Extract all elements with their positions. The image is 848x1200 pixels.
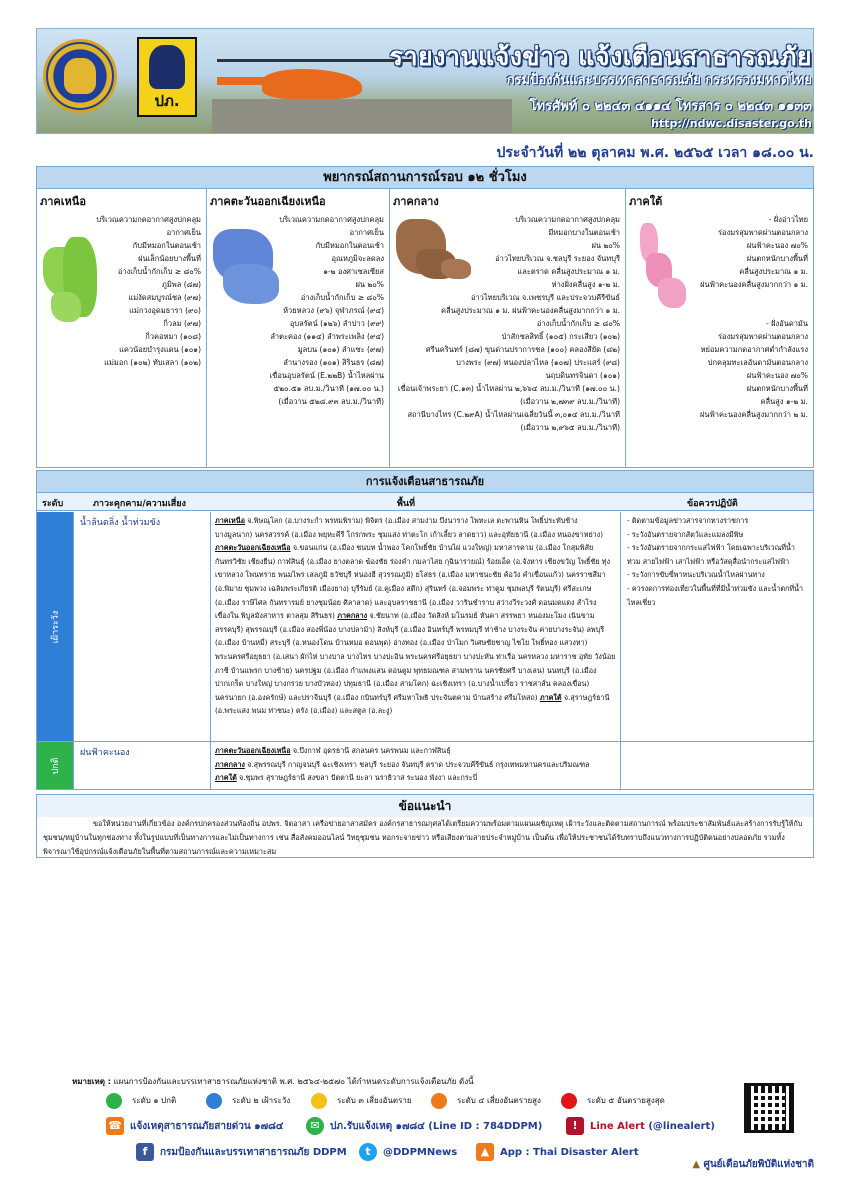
website-url[interactable]: http://ndwc.disaster.go.th [651, 117, 812, 130]
hazard-text: ฝนฟ้าคะนอง [73, 742, 211, 789]
phone-icon: ☎ [106, 1117, 124, 1135]
orange-dot-icon [431, 1093, 447, 1109]
warning-table-header [37, 493, 813, 511]
header-hazard: ภาวะคุกคาม/ความเสี่ยง [93, 499, 186, 509]
advice-title: ข้อแนะนำ [37, 795, 813, 817]
line-contact[interactable]: ✉ ปภ.รับแจ้งเหตุ ๑๗๘๔ (Line ID : 784DDPM) [306, 1117, 542, 1136]
legend-level-4: ระดับ ๔ เสี่ยงอันตรายสูง [431, 1091, 541, 1111]
level-badge-normal: ปกติ [37, 742, 73, 789]
warning-title: การแจ้งเตือนสาธารณภัย [37, 471, 813, 493]
ddpm-seal-logo [43, 39, 117, 113]
legend-level-2: ระดับ ๒ เฝ้าระวัง [206, 1091, 290, 1111]
header-level: ระดับ [42, 499, 64, 509]
area-text: ภาคเหนือ จ.พิษณุโลก (อ.บางระกำ พรหมพิราม) พิจิตร (อ.เมือง สามง่าม บึงนาราง โพทะเล ตะพานหิน โพธิ์ประทับช้าง บางมูลนาก) นครสวรรค์ (อ.เมือง พยุหะคีรี โกรกพระ ชุมแสง ท่าตะโก เก้าเลี้ยว ลาดยาว) และอุทัยธานี (อ.เมือง หนองขาหย่าง) ภาคตะวันออกเฉียงเหนือ จ.ขอนแก่น (อ.เมือง ชนบท น้ำพอง โคกโพธิ์ชัย บ้านไผ่ แวงใหญ่) มหาสารคาม (อ.เมือง โกสุมพิสัย กันทรวิชัย เชียงยืน) กาฬสินธุ์ (อ.เมือง ยางตลาด ฆ้องชัย ร่องคำ กมลาไสย กุฉินารายณ์) ร้อยเอ็ด (อ.จังหาร เชียงขวัญ โพธิ์ชัย ทุ่งเขาหลวง โพนทราย พนมไพร เสลภูมิ ธวัชบุรี หนองฮี สุวรรณภูมิ) ยโสธร (อ.เมือง มหาชนะชัย ค้อวัง คำเขื่อนแก้ว) นครราชสีมา (อ.พิมาย ชุมพวง เฉลิมพระเกียรติ เมืองยาง) บุรีรัมย์ (อ.คูเมือง สตึก) สุรินทร์ (อ.จอมพระ ท่าตูม ชุมพลบุรี รัตนบุรี) ศรีสะเกษ (อ.เมือง ราษีไศล กันทรารมย์ ยางชุมน้อย ศิลาลาด) และอุบลราชธานี (อ.เมือง วารินชำราบ สว่างวีระวงศ์ ดอนมดแดง สำโรง เขื่องใน พิบูลมังสาหาร ตาลสุม สิรินธร) ภาคกลาง จ.ชัยนาท (อ.เมือง วัดสิงห์ มโนรมย์ หันคา สรรพยา หนองมะโมง เนินขาม สรรคบุรี) สุพรรณบุรี (อ.เมือง สองพี่น้อง บางปลาม้า) สิงห์บุรี (อ.เมือง อินทร์บุรี พรหมบุรี ท่าช้าง บางระจัน ค่ายบางระจัน) ลพบุรี (อ.เมือง บ้านหมี่) สระบุรี (อ.หนองโดน บ้านหมอ ดอนพุด) อ่างทอง (อ.เมือง ป่าโมก วิเศษชัยชาญ ไชโย โพธิ์ทอง แสวงหา) พระนครศรีอยุธยา (อ.เสนา ผักไห่ บางบาล บางไทร บางปะอิน พระนครศรีอยุธยา บางปะหัน ท่าเรือ นครหลวง มหาราช อุทัย วังน้อย ภาชี บ้านแพรก บางซ้าย) นครปฐม (อ.เมือง กำแพงแสน ดอนตูม พุทธมณฑล สามพราน นครชัยศรี บางเลน) นนทบุรี (อ.เมือง ปากเกร็ด บางใหญ่ บางกรวย บางบัวทอง) ปทุมธานี (อ.เมือง สามโคก) ฉะเชิงเทรา (อ.บางน้ำเปรี้ยว ราชสาส์น คลองเขื่อน) นครนายก (อ.องครักษ์) และปราจีนบุรี (อ.เมือง กบินทร์บุรี ศรีมหาโพธิ ประจันตคาม บ้านสร้าง ศรีมโหสถ) ภาคใต้ จ.สุราษฎร์ธานี (อ.พระแสง พนม ท่าชนะ) ตรัง (อ.เมือง) และสตูล (อ.ละงู) [211, 512, 621, 741]
app-contact[interactable]: ▲ App : Thai Disaster Alert [476, 1143, 639, 1162]
legend-level-5: ระดับ ๕ อันตรายสูงสุด [561, 1091, 665, 1111]
level-badge-watch: เฝ้าระวัง [37, 512, 73, 741]
ddpm-hand-logo [137, 37, 197, 117]
warning-row-watch [37, 512, 813, 742]
region-northeast [207, 189, 390, 467]
hazard-text: น้ำล้นตลิ่ง น้ำท่วมขัง [73, 512, 211, 741]
forecast-title: พยากรณ์สถานการณ์รอบ ๑๒ ชั่วโมง [37, 167, 813, 189]
alert-bell-icon: ! [566, 1117, 584, 1135]
report-title: รายงานแจ้งข่าว แจ้งเตือนสาธารณภัย [389, 42, 812, 71]
header-action: ข้อควรปฏิบัติ [687, 499, 738, 509]
legend-level-3: ระดับ ๓ เสี่ยงอันตราย [311, 1091, 412, 1111]
region-name: ภาคกลาง [393, 195, 439, 208]
region-forecast-text: บริเวณความกดอากาศสูงปกคลุม อากาศเย็น กับมีหมอกในตอนเช้า ฝนเล็กน้อยบางพื้นที่ อ่างเก็บน้ำกักเก็บ ≥ ๘๐% ภูมิพล (๘๗) แม่งัดสมบูรณ์ชล (๙๗) แม่กวงอุดมธารา (๙๐) กิ่วลม (๙๗) กิ่วคอหมา (๑๐๘) แควน้อยบำรุงแดน (๑๐๑) แม่มอก (๑๐๒) ทับเสลา (๑๐๒) [96, 215, 201, 367]
facebook-contact[interactable]: f กรมป้องกันและบรรเทาสาธารณภัย DDPM [136, 1143, 347, 1162]
legend-level-1: ระดับ ๑ ปกติ [106, 1091, 176, 1111]
region-name: ภาคเหนือ [40, 195, 86, 208]
twitter-icon: t [359, 1143, 377, 1161]
region-north [37, 189, 207, 467]
report-subtitle: กรมป้องกันและบรรเทาสาธารณภัย กระทรวงมหาดไทย [506, 73, 812, 88]
level-legend [106, 1091, 666, 1111]
region-forecast-text: - ฝั่งอ่าวไทย ร่องมรสุมพาดผ่านตอนกลาง ฝนฟ้าคะนอง ๗๐% ฝนตกหนักบางพื้นที่ คลื่นสูงประมาณ ๑ ม. ฝนฟ้าคะนองคลื่นสูงมากกว่า ๑ ม. - ฝั่งอันดามัน ร่องมรสุมพาดผ่านตอนกลาง หย่อมความกดอากาศต่ำกำลังแรง ปกคลุมทะเลอันดามันตอนกลาง ฝนฟ้าคะนอง ๗๐% ฝนตกหนักบางพื้นที่ คลื่นสูง ๑-๒ ม. ฝนฟ้าคะนองคลื่นสูงมากกว่า ๒ ม. [699, 215, 808, 419]
line-alert-contact[interactable]: ! Line Alert (@linealert) [566, 1117, 715, 1136]
footer-note: หมายเหตุ : แผนการป้องกันและบรรเทาสาธารณภัยแห่งชาติ พ.ศ. ๒๕๖๔-๒๕๗๐ ได้กำหนดระดับการแจ้งเตือนภัย ดังนี้ [72, 1077, 474, 1086]
advice-section [36, 794, 814, 858]
action-text [621, 742, 813, 789]
area-text: ภาคตะวันออกเฉียงเหนือ จ.บึงกาฬ อุดรธานี สกลนคร นครพนม และกาฬสินธุ์ ภาคกลาง จ.สุพรรณบุรี กาญจนบุรี ฉะเชิงเทรา ชลบุรี ระยอง จันทบุรี ตราด ประจวบคีรีขันธ์ กรุงเทพมหานครและปริมณฑล ภาคใต้ จ.ชุมพร สุราษฎร์ธานี สงขลา ปัตตานี ยะลา นราธิวาส ระนอง พังงา และกระบี่ [211, 742, 621, 789]
facebook-icon: f [136, 1143, 154, 1161]
action-text: - ติดตามข้อมูลข่าวสารจากทางราชการ - ระวังอันตรายจากสัตว์และแมลงมีพิษ - ระวังอันตรายจากกระแสไฟฟ้า โดยเฉพาะบริเวณที่น้ำท่วม สายไฟฟ้า เสาไฟฟ้า หรือวัสดุสื่อนำกระแสไฟฟ้า - ระวังการขับขี่พาหนะบริเวณน้ำไหลผ่านทาง - ควรงดการท่องเที่ยวในพื้นที่ที่มีน้ำท่วมขัง และน้ำตกที่น้ำไหลเชี่ยว [627, 516, 804, 607]
app-icon: ▲ [476, 1143, 494, 1161]
center-emblem-icon: ▲ [692, 1159, 704, 1170]
red-dot-icon [561, 1093, 577, 1109]
hotline-contact: ☎ แจ้งเหตุสาธารณภัยสายด่วน ๑๗๘๔ [106, 1117, 283, 1136]
warning-row-normal [37, 742, 813, 789]
forecast-section [36, 166, 814, 468]
region-central [390, 189, 626, 467]
report-header [36, 28, 814, 134]
region-south [626, 189, 813, 467]
report-date: ประจำวันที่ ๒๒ ตุลาคม พ.ศ. ๒๕๖๕ เวลา ๑๘.๐๐ น. [496, 145, 814, 161]
region-name: ภาคใต้ [629, 195, 663, 208]
logo-text: ปภ. [154, 92, 180, 110]
yellow-dot-icon [311, 1093, 327, 1109]
region-forecast-text: บริเวณความกดอากาศสูงปกคลุม มีหมอกบางในตอนเช้า ฝน ๒๐% อ่าวไทยบริเวณ จ.ชลบุรี ระยอง จันทบุรี และตราด คลื่นสูงประมาณ ๑ ม. ห่างฝั่งคลื่นสูง ๑-๒ ม. อ่าวไทยบริเวณ จ.เพชรบุรี และประจวบคีรีขันธ์ คลื่นสูงประมาณ ๑ ม. ฝนฟ้าคะนองคลื่นสูงมากกว่า ๑ ม. อ่างเก็บน้ำกักเก็บ ≥ ๘๐% ป่าสักชลสิทธิ์ (๑๐๕) กระเสียว (๑๐๒) ศรีนครินทร์ (๘๗) ขุนด่านปราการชล (๑๐๐) คลองสียัด (๘๒) บางพระ (๙๗) หนองปลาไหล (๑๐๗) ประแสร์ (๙๘) นฤบดินทรจินดา (๑๐๑) เขื่อนเจ้าพระยา (C.๑๓) น้ำไหลผ่าน ๒,๖๖๔ ลบ.ม./วินาที (๑๗.๐๐ น.) (เมื่อวาน ๒,๗๓๙ ลบ.ม./วินาที) สถานีบางไทร (C.๒๙A) น้ำไหลผ่านเฉลี่ยวันนี้ ๓,๐๑๔ ลบ.ม./วินาที (เมื่อวาน ๒,๙๖๕ ลบ.ม./วินาที) [397, 215, 620, 432]
header-area: พื้นที่ [397, 499, 416, 509]
green-dot-icon [106, 1093, 122, 1109]
qr-code-icon [744, 1083, 794, 1133]
twitter-contact[interactable]: t @DDPMNews [359, 1143, 457, 1162]
advice-text: ขอให้หน่วยงานที่เกี่ยวข้อง องค์กรปกครองส่วนท้องถิ่น อปพร. จิตอาสา เครือข่ายอาสาสมัคร องค์กรสาธารณกุศลได้เตรียมความพร้อมตามแผนเผชิญเหตุ เฝ้าระวังและติดตามสถานการณ์ พร้อมประชาสัมพันธ์และสร้างการรับรู้ให้กับชุมชน/หมู่บ้านในทุกช่องทาง ทั้งในรูปแบบที่เป็นทางการและไม่เป็นทางการ เช่น สื่อสังคมออนไลน์ วิทยุชุมชน หอกระจายข่าว หรือเสียงตามสายประจำหมู่บ้าน เป็นต้น เพื่อให้ประชาชนได้รับทราบถึงแนวทางการปฏิบัติตนอย่างปลอดภัย รวมทั้งพิจารณาใช้อุปกรณ์แจ้งเตือนภัยในพื้นที่ตามสถานการณ์และความเหมาะสม [43, 819, 803, 856]
warning-center-name: ▲ ศูนย์เตือนภัยพิบัติแห่งชาติ [692, 1159, 814, 1170]
region-forecast-text: บริเวณความกดอากาศสูงปกคลุม อากาศเย็น กับมีหมอกในตอนเช้า อุณหภูมิจะลดลง ๑-๒ องศาเซลเซียส ฝน ๒๐% อ่างเก็บน้ำกักเก็บ ≥ ๘๐% ห้วยหลวง (๙๖) จุฬาภรณ์ (๙๔) อุบลรัตน์ (๑๒๖) ลำปาว (๙๙) ลำตะคอง (๑๑๔) ลำพระเพลิง (๙๔) มูลบน (๑๐๑) ลำแซะ (๙๗) ลำนางรอง (๑๐๑) สิรินธร (๘๗) เขื่อนอุบลรัตน์ (E.๒๒B) น้ำไหลผ่าน ๕๒๐.๕๑ ลบ.ม./วินาที (๑๗.๐๐ น.) (เมื่อวาน ๕๒๘.๙๓ ลบ.ม./วินาที) [269, 215, 384, 406]
contact-phone: โทรศัพท์ ๐ ๒๒๔๓ ๔๑๑๔ โทรสาร ๐ ๒๒๔๓ ๑๑๓๓ [529, 99, 812, 114]
blue-dot-icon [206, 1093, 222, 1109]
warning-section [36, 470, 814, 790]
region-name: ภาคตะวันออกเฉียงเหนือ [210, 195, 326, 208]
line-app-icon: ✉ [306, 1117, 324, 1135]
footer [36, 1075, 814, 1180]
